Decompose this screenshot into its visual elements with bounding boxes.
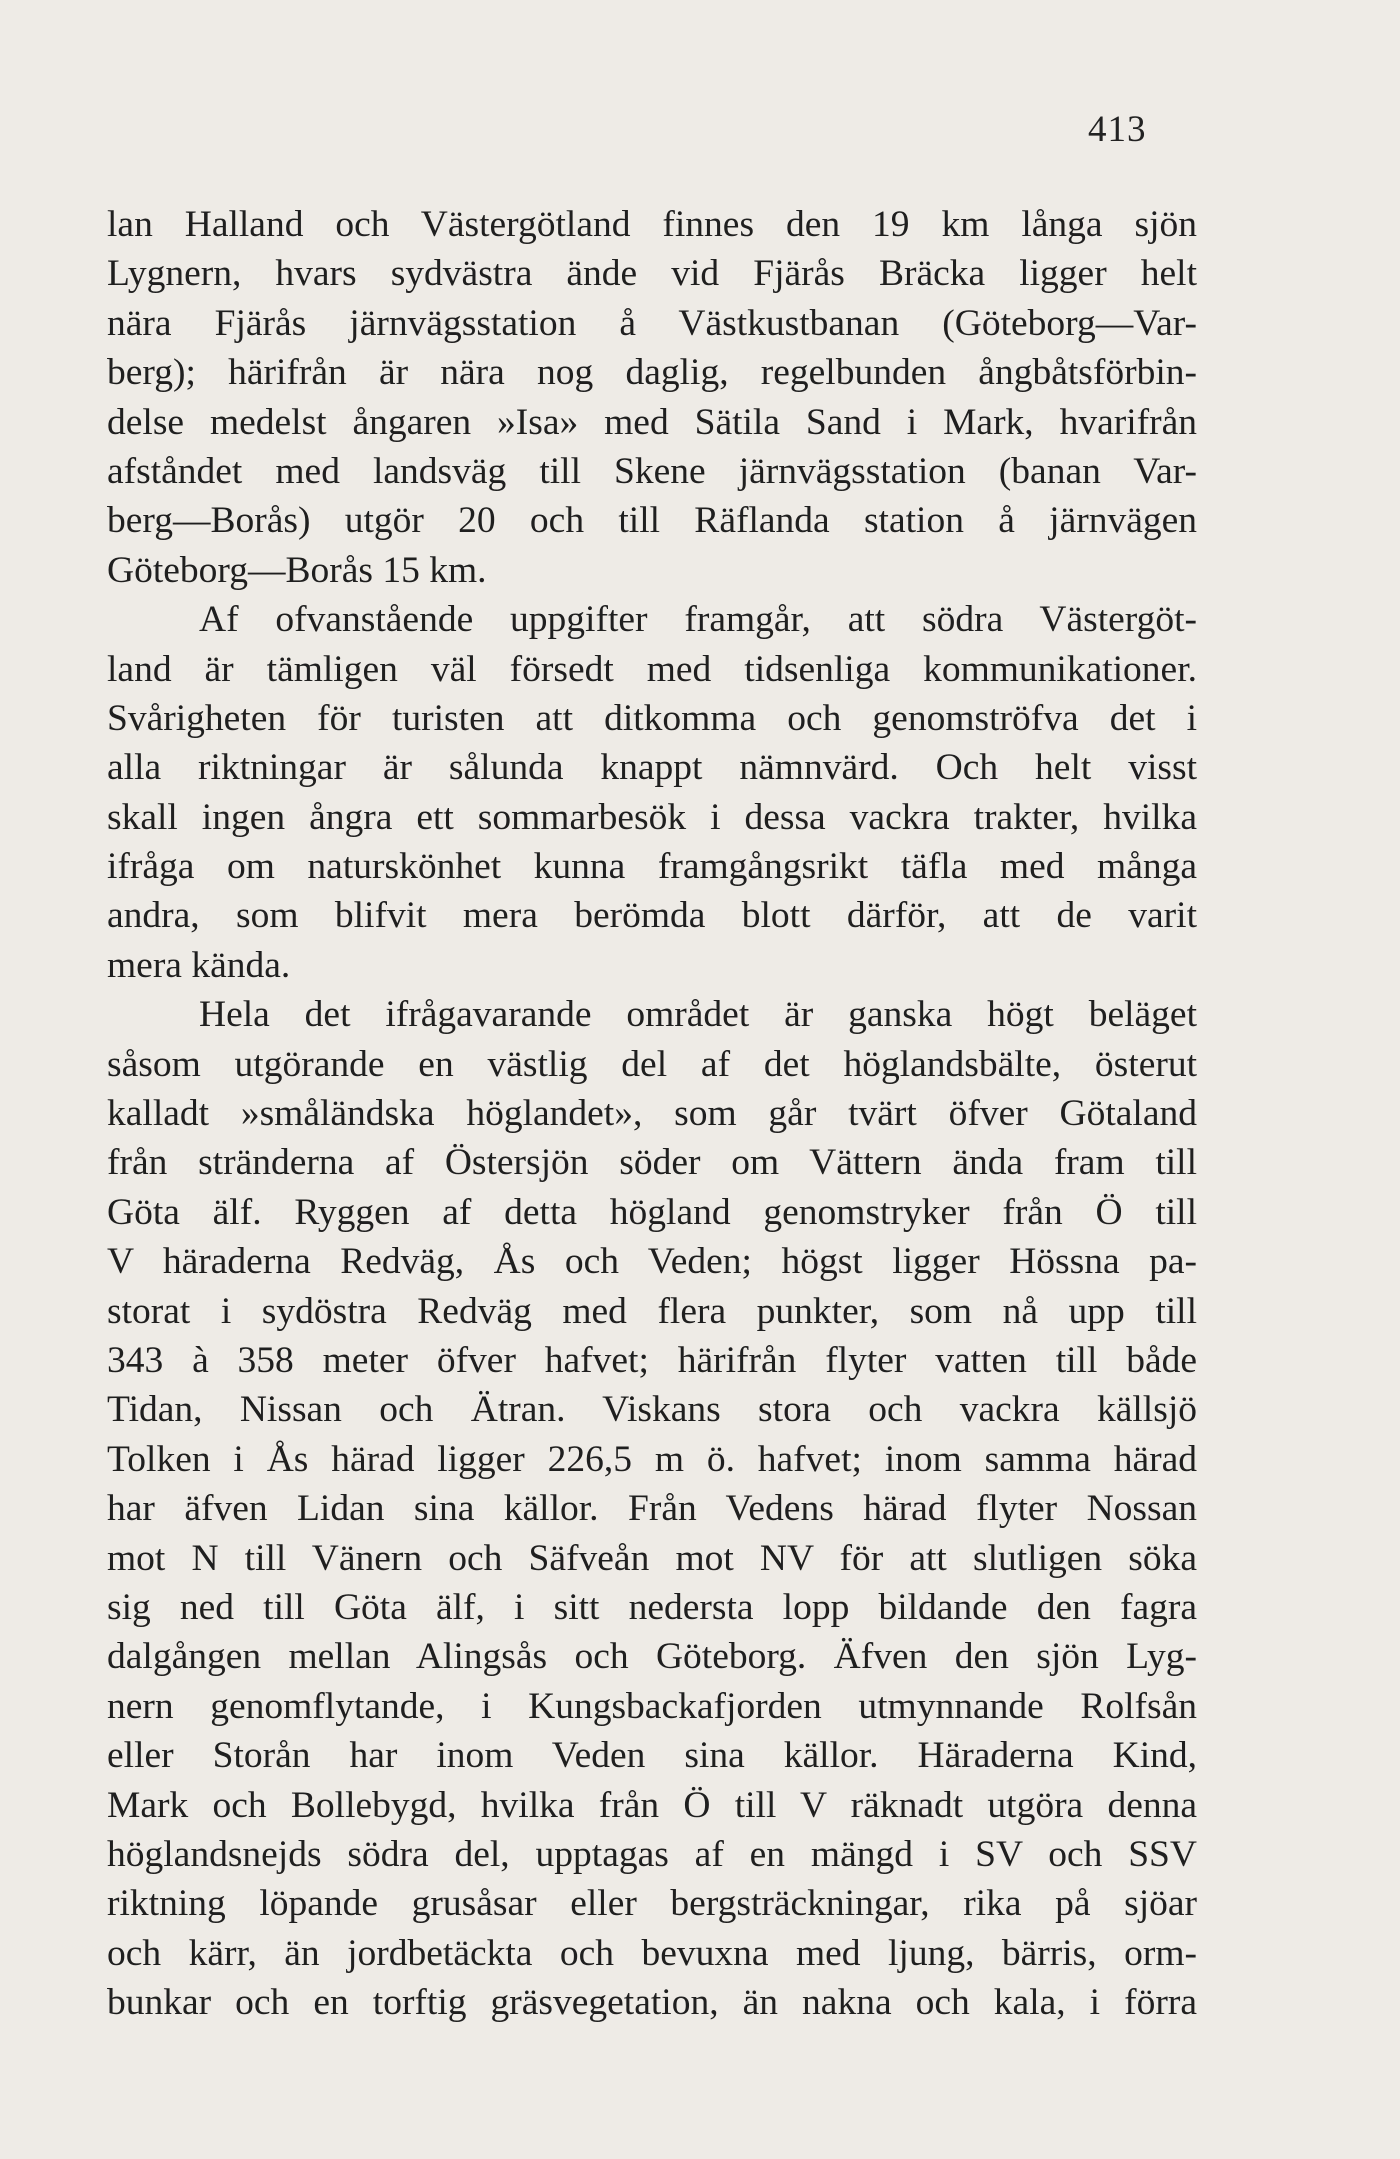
text-line: nära Fjärås järnvägsstation å Västkustbanan (Göteborg—Var-: [107, 302, 1197, 344]
text-line: 343 à 358 meter öfver hafvet; härifrån flyter vatten till både: [107, 1339, 1197, 1381]
text-line: kalladt »småländska höglandet», som går tvärt öfver Götaland: [107, 1093, 1197, 1135]
text-line: skall ingen ångra ett sommarbesök i dessa vackra trakter, hvilka: [107, 796, 1197, 838]
text-line: delse medelst ångaren »Isa» med Sätila Sand i Mark, hvarifrån: [107, 401, 1197, 443]
text-line: såsom utgörande en västlig del af det höglandsbälte, österut: [107, 1043, 1197, 1085]
text-line: Tidan, Nissan och Ätran. Viskans stora och vackra källsjö: [107, 1389, 1197, 1431]
text-line: Lygnern, hvars sydvästra ände vid Fjärås Bräcka ligger helt: [107, 253, 1197, 295]
text-line: Svårigheten för turisten att ditkomma och genomströfva det i: [107, 697, 1197, 739]
page-number: 413: [1088, 109, 1147, 150]
text-line: mot N till Vänern och Säfveån mot NV för att slutligen söka: [107, 1537, 1197, 1579]
text-line: andra, som blifvit mera berömda blott därför, att de varit: [107, 895, 1197, 937]
text-line: ifråga om naturskönhet kunna framgångsrikt täfla med många: [107, 846, 1197, 888]
text-line: riktning löpande grusåsar eller bergsträckningar, rika på sjöar: [107, 1883, 1197, 1925]
body-text: [107, 200, 1197, 2027]
text-line: sig ned till Göta älf, i sitt nedersta lopp bildande den fagra: [107, 1586, 1197, 1628]
text-line: och kärr, än jordbetäckta och bevuxna med ljung, bärris, orm-: [107, 1932, 1197, 1974]
text-line: Tolken i Ås härad ligger 226,5 m ö. hafvet; inom samma härad: [107, 1438, 1197, 1480]
text-line: Mark och Bollebygd, hvilka från Ö till V räknadt utgöra denna: [107, 1784, 1197, 1826]
text-line: mera kända.: [107, 944, 291, 986]
text-line: afståndet med landsväg till Skene järnvägsstation (banan Var-: [107, 450, 1197, 492]
text-line: höglandsnejds södra del, upptagas af en mängd i SV och SSV: [107, 1833, 1197, 1875]
text-line: har äfven Lidan sina källor. Från Vedens härad flyter Nossan: [107, 1488, 1197, 1530]
text-line: lan Halland och Västergötland finnes den 19 km långa sjön: [107, 204, 1197, 245]
text-line: nern genomflytande, i Kungsbackafjorden utmynnande Rolfsån: [107, 1685, 1197, 1727]
text-line: V häraderna Redväg, Ås och Veden; högst ligger Hössna pa-: [107, 1241, 1197, 1283]
text-line: land är tämligen väl försedt med tidsenliga kommunikationer.: [107, 648, 1197, 690]
text-line: dalgången mellan Alingsås och Göteborg. Äfven den sjön Lyg-: [107, 1636, 1197, 1678]
text-line: Göteborg—Borås 15 km.: [107, 549, 487, 591]
text-line: storat i sydöstra Redväg med flera punkter, som nå upp till: [107, 1290, 1197, 1332]
text-line: eller Storån har inom Veden sina källor. Häraderna Kind,: [107, 1735, 1197, 1777]
text-line: Hela det ifrågavarande området är ganska högt beläget: [199, 994, 1197, 1036]
text-line: från stränderna af Östersjön söder om Vättern ända fram till: [107, 1142, 1197, 1184]
text-line: berg—Borås) utgör 20 och till Räflanda station å järnvägen: [107, 500, 1197, 542]
text-line: berg); härifrån är nära nog daglig, regelbunden ångbåtsförbin-: [107, 352, 1197, 394]
text-line: alla riktningar är sålunda knappt nämnvärd. Och helt visst: [107, 747, 1197, 789]
text-line: bunkar och en torftig gräsvegetation, än nakna och kala, i förra: [107, 1982, 1197, 2024]
text-line: Göta älf. Ryggen af detta högland genomstryker från Ö till: [107, 1191, 1197, 1233]
text-line: Af ofvanstående uppgifter framgår, att södra Västergöt-: [199, 599, 1197, 641]
